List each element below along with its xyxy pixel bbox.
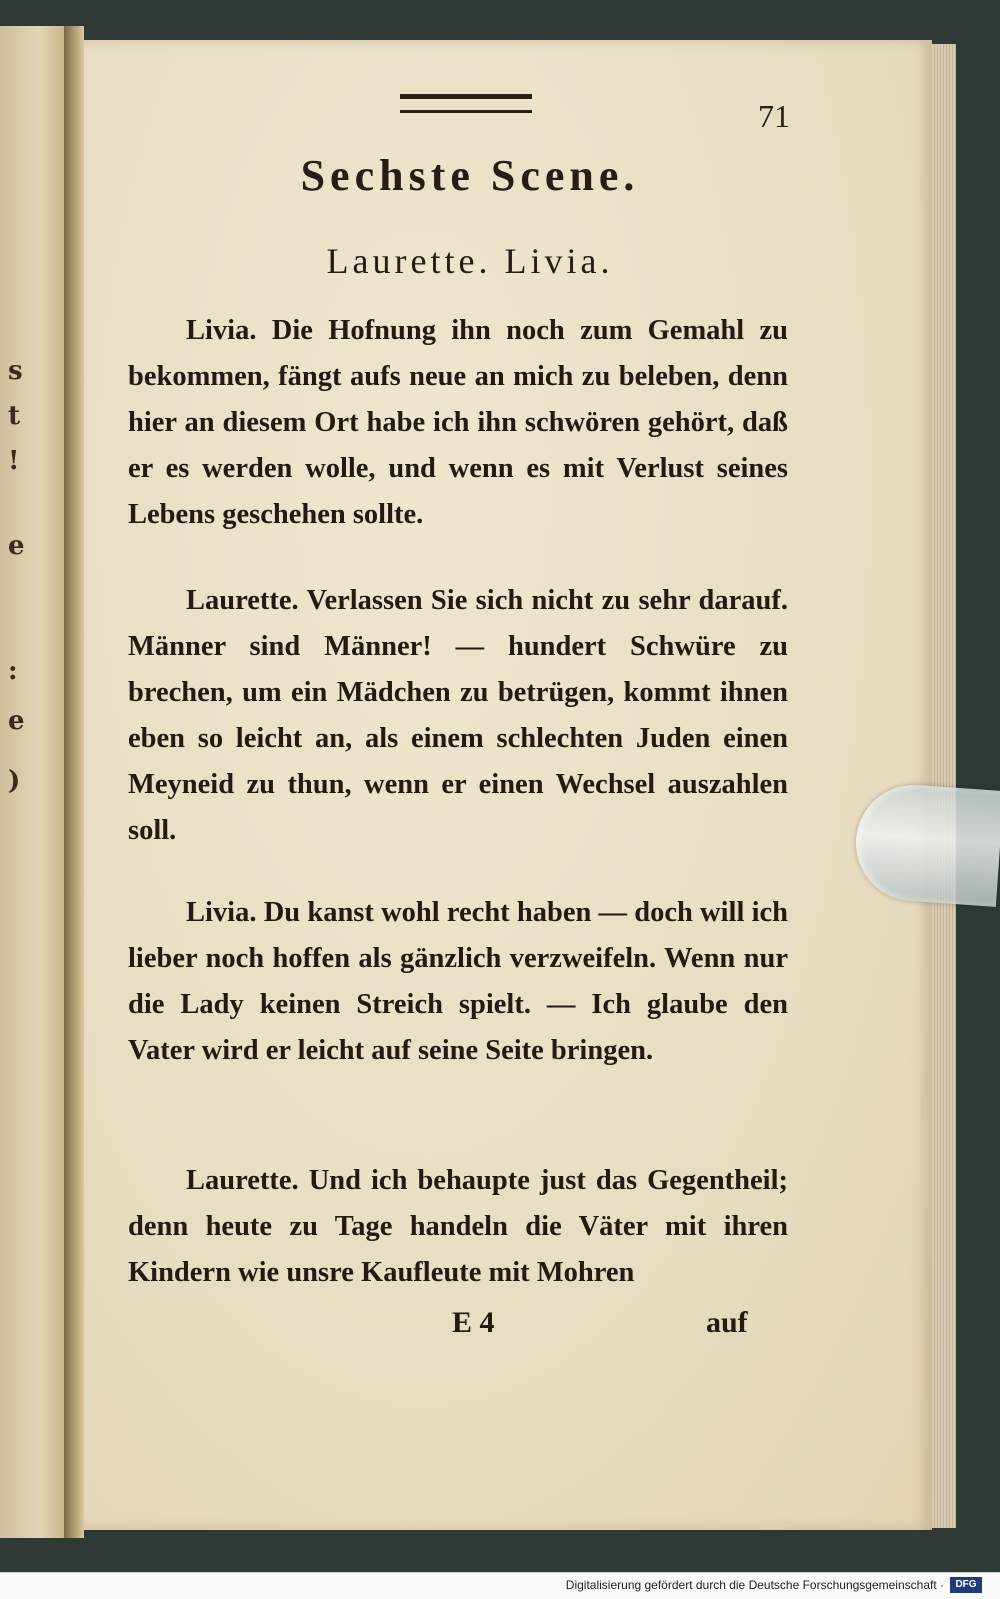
speaker-name: Laurette.	[186, 1165, 299, 1196]
speech-block	[128, 308, 788, 538]
speech-block	[128, 578, 788, 854]
footer-bar	[0, 1572, 1000, 1599]
speaker-name: Laurette.	[186, 585, 299, 616]
speech-text: Die Hofnung ihn noch zum Gemahl zu bekommen, fängt aufs neue an mich zu beleben, denn hier an diesem Ort habe ich ihn schwören gehört, daß er es werden wolle, und wenn es mit Verlust seines Lebens geschehen sollte.	[128, 315, 789, 530]
left-page-fragment: :	[8, 656, 18, 686]
left-page-fragment: e	[8, 531, 25, 561]
left-page-fragment: t	[8, 401, 21, 431]
speech-text: Und ich behaupte just das Gegentheil; denn heute zu Tage handeln die Väter mit ihren Kindern wie unsre Kaufleute mit Mohren	[128, 1165, 788, 1288]
ornament-rule	[400, 110, 532, 113]
scene-characters: Laurette. Livia.	[326, 241, 614, 281]
catchword: auf	[706, 1306, 748, 1339]
scene-title: Sechste Scene.	[300, 151, 640, 200]
ornament-rule	[400, 94, 532, 99]
left-page-fragment: e	[8, 706, 25, 736]
funding-credit: Digitalisierung gefördert durch die Deutsche Forschungsgemeinschaft ·	[565, 1578, 944, 1592]
speech-text: Du kanst wohl recht haben — doch will ich lieber noch hoffen als gänzlich verzweifeln. Wenn nur die Lady keinen Streich spielt. — Ich glaube den Vater wird er leicht auf seine Seite bringen.	[128, 897, 789, 1066]
page-number: 71	[758, 98, 790, 134]
speech-block	[128, 890, 788, 1074]
left-page-fragment: )	[8, 766, 21, 796]
signature-mark: E 4	[452, 1306, 495, 1339]
book-gutter	[64, 26, 84, 1538]
left-page-fragment: s	[8, 356, 23, 386]
left-page-fragment: !	[8, 446, 20, 476]
dfg-logo: DFG	[950, 1577, 982, 1593]
left-page	[0, 26, 66, 1538]
speaker-name: Livia.	[186, 897, 257, 928]
speech-block	[128, 1158, 788, 1296]
speech-text: Verlassen Sie sich nicht zu sehr darauf. Männer sind Männer! — hundert Schwüre zu brechen, um ein Mädchen zu betrügen, kommt ihnen eben so leicht an, als einem schlechten Juden einen Meyneid zu thun, wenn er einen Wechsel auszahlen soll.	[128, 585, 788, 846]
speaker-name: Livia.	[186, 315, 257, 346]
